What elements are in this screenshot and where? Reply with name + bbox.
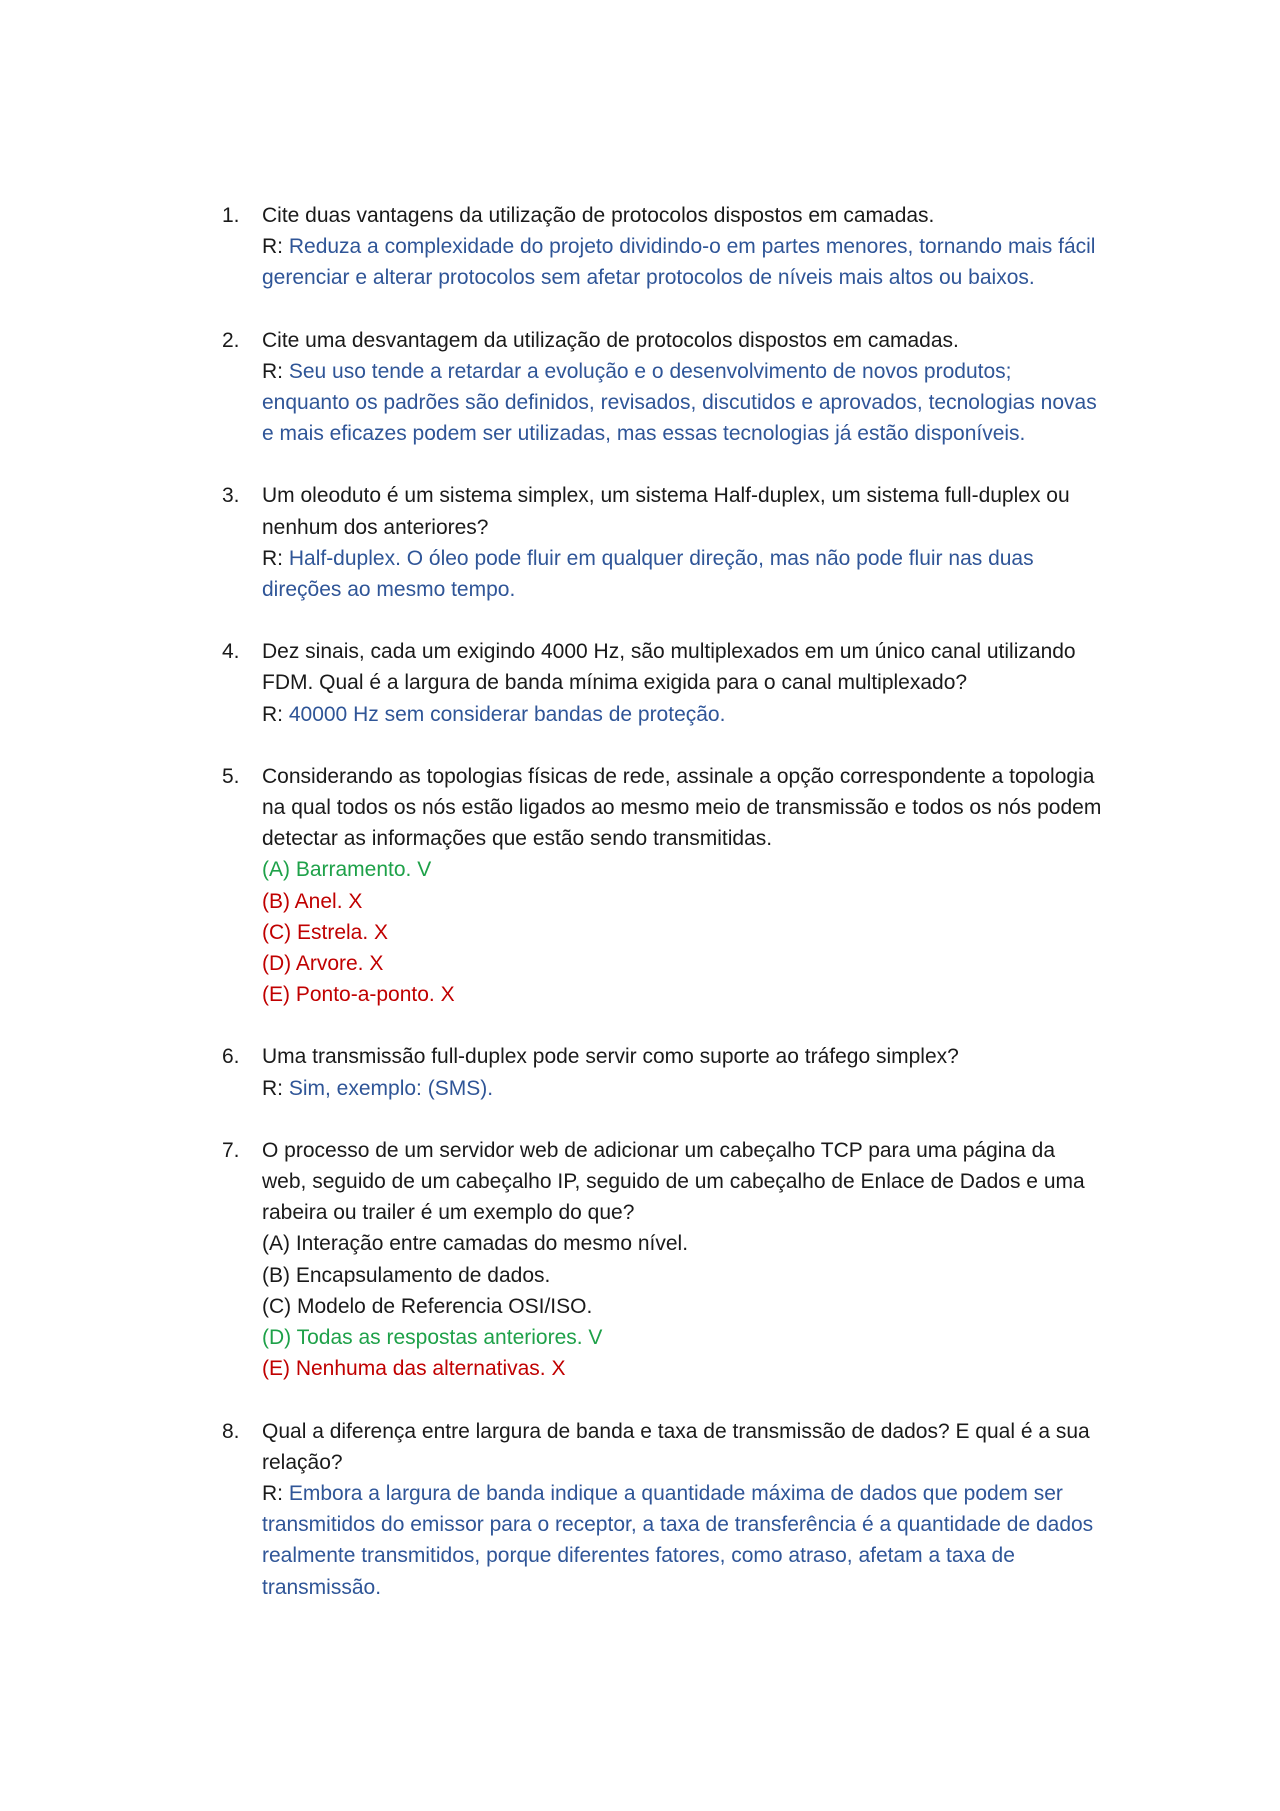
option-a: (A) Interação entre camadas do mesmo nível. <box>262 1232 689 1256</box>
question-1 <box>222 200 1102 294</box>
answer <box>262 1478 1102 1603</box>
answer-text: Sim, exemplo: (SMS). <box>288 1076 494 1100</box>
question-8 <box>222 1416 1102 1603</box>
option-e: (E) Nenhuma das alternativas. X <box>262 1357 566 1381</box>
answer <box>262 699 1102 730</box>
question-text: Qual a diferença entre largura de banda e taxa de transmissão de dados? E qual é a sua relação? <box>262 1419 1090 1474</box>
option-e: (E) Ponto-a-ponto. X <box>262 983 455 1007</box>
question-number: 1. <box>222 204 240 227</box>
question-text: Uma transmissão full-duplex pode servir como suporte ao tráfego simplex? <box>262 1045 959 1069</box>
question-number: 5. <box>222 764 240 788</box>
question-text: Cite uma desvantagem da utilização de protocolos dispostos em camadas. <box>262 328 959 352</box>
question-text: O processo de um servidor web de adicionar um cabeçalho TCP para uma página da web, seguido de um cabeçalho IP, seguido de um cabeçalho de Enlace de Dados e uma rabeira ou trailer é um exemplo do que? <box>262 1138 1085 1225</box>
answer-prefix: R: <box>262 1481 289 1505</box>
answer <box>262 231 1102 293</box>
question-number: 7. <box>222 1138 240 1162</box>
option-b: (B) Encapsulamento de dados. <box>262 1263 551 1287</box>
answer-prefix: R: <box>262 235 289 259</box>
question-4 <box>222 636 1102 730</box>
answer-prefix: R: <box>262 546 289 570</box>
answer-prefix: R: <box>262 1076 289 1100</box>
answer <box>262 1073 1102 1104</box>
question-text: Cite duas vantagens da utilização de protocolos dispostos em camadas. <box>262 204 935 227</box>
question-number: 4. <box>222 640 240 664</box>
question-6 <box>222 1041 1102 1103</box>
option-d: (D) Arvore. X <box>262 952 384 976</box>
answer-text: Seu uso tende a retardar a evolução e o desenvolvimento de novos produtos; enquanto os padrões são definidos, revisados, discutidos e aprovados, tecnologias novas e mais eficazes podem ser utilizadas, mas essas tecnologias já estão disponíveis. <box>262 359 1097 446</box>
answer-prefix: R: <box>262 702 289 726</box>
option-d: (D) Todas as respostas anteriores. V <box>262 1326 603 1350</box>
option-c: (C) Estrela. X <box>262 920 389 944</box>
answer-text: Reduza a complexidade do projeto dividindo-o em partes menores, tornando mais fácil gerenciar e alterar protocolos sem afetar protocolos de níveis mais altos ou baixos. <box>262 235 1096 290</box>
answer-text: 40000 Hz sem considerar bandas de proteção. <box>288 702 726 726</box>
option-a: (A) Barramento. V <box>262 858 432 882</box>
question-number: 6. <box>222 1045 240 1069</box>
question-number: 8. <box>222 1419 240 1443</box>
question-3 <box>222 480 1102 605</box>
answer <box>262 356 1102 450</box>
question-text: Um oleoduto é um sistema simplex, um sistema Half-duplex, um sistema full-duplex ou nenhum dos anteriores? <box>262 484 1070 539</box>
question-number: 3. <box>222 484 240 508</box>
answer-text: Half-duplex. O óleo pode fluir em qualquer direção, mas não pode fluir nas duas direções ao mesmo tempo. <box>262 546 1034 602</box>
option-c: (C) Modelo de Referencia OSI/ISO. <box>262 1294 593 1318</box>
question-7 <box>222 1135 1102 1385</box>
question-list <box>222 200 1102 1634</box>
answer-prefix: R: <box>262 359 289 383</box>
question-text: Considerando as topologias físicas de rede, assinale a opção correspondente a topologia na qual todos os nós estão ligados ao mesmo meio de transmissão e todos os nós podem detectar as informações que estão sendo transmitidas. <box>262 764 1102 851</box>
answer <box>262 543 1102 605</box>
answer-text: Embora a largura de banda indique a quantidade máxima de dados que podem ser transmitidos do emissor para o receptor, a taxa de transferência é a quantidade de dados realmente transmitidos, porque diferentes fatores, como atraso, afetam a taxa de transmissão. <box>262 1481 1094 1599</box>
question-2 <box>222 325 1102 450</box>
question-number: 2. <box>222 328 240 352</box>
question-text: Dez sinais, cada um exigindo 4000 Hz, são multiplexados em um único canal utilizando FDM. Qual é a largura de banda mínima exigida para o canal multiplexado? <box>262 640 1076 695</box>
option-b: (B) Anel. X <box>262 889 363 913</box>
question-5 <box>222 761 1102 1011</box>
